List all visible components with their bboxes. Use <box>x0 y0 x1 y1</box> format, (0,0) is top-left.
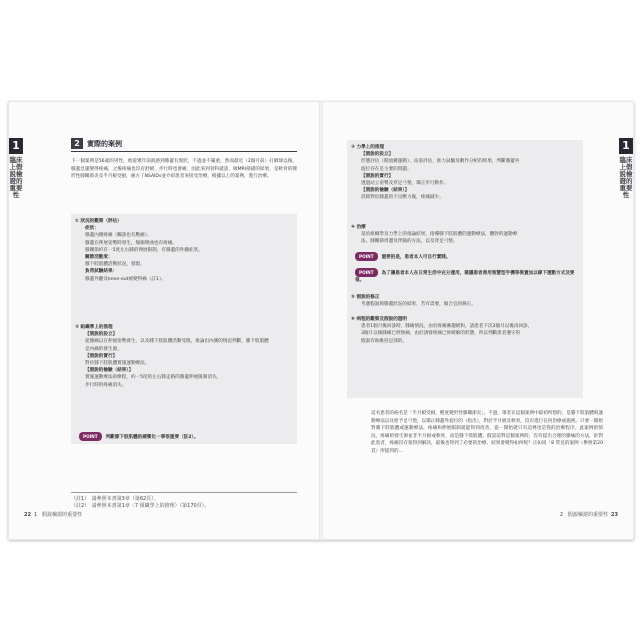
point-badge: POINT <box>355 252 378 261</box>
section-heading <box>71 138 122 149</box>
item-label: ② 組織學上的推理 <box>75 325 113 330</box>
item-line: 膝關節約有一5度左右膝的伸展限制，有膝蓋的外翻症狀。 <box>85 247 203 253</box>
item-line: 膝下肢肌體活動狀況，發現。 <box>85 262 145 268</box>
point-text: 判斷膝下肢肌體的緩衝化一事很重要（註2）。 <box>105 435 199 440</box>
case-item-mechanics <box>351 144 579 202</box>
item-line: 基於組織學及力學上的推論結果，指導膝下肢肌體的運動療法，體幹的運動療 <box>361 232 518 238</box>
item-line: 關節活動度： <box>85 255 113 261</box>
page-folio <box>21 511 82 518</box>
item-line: 3個月以後膝痛已經無痛，由於誘發疼痛已經緩解的狀態，所以判斷患者遵守的 <box>361 331 521 337</box>
item-line: 膝蓋外翻及knee-out被變得痛（註1）。 <box>85 276 166 282</box>
chapter-title-tab: 臨床上假説檢證的重要性 <box>619 156 633 199</box>
item-line: 【假說的檢驗（結果）】 <box>361 188 410 194</box>
page-folio <box>560 511 621 518</box>
item-line: 從膝痛以在伸展姿勢發生，以及膝下肢肌體活動受限，推論出內側的情況判斷，膝下肢肌體 <box>85 339 269 345</box>
item-line: 【假說的實行】 <box>361 173 394 179</box>
section-number: 2 <box>71 138 83 149</box>
item-line: 考慮假說與膝蓋狀況的結果，若有需要，做合宜的修正。 <box>361 302 476 308</box>
item-line: 膝蓋在伸展姿勢時發生，頻頻彎曲也有疼痛。 <box>85 240 177 246</box>
point-badge: POINT <box>355 268 378 277</box>
item-label: ④ 治療 <box>351 225 366 230</box>
footnote: （註1） 請參照本書第3章（第62頁）。 <box>71 496 159 502</box>
item-line: 【假說的設立】 <box>361 152 394 158</box>
item-line: 【假說的檢驗（結果）】 <box>85 368 134 374</box>
footnotes <box>71 492 297 509</box>
item-line: 症狀： <box>85 226 99 232</box>
case-item-observation <box>75 218 293 283</box>
chapter-number-tab: 1 <box>9 138 23 154</box>
intro-paragraph: 下一個案例是56歲的男性，他從幾年前就感到膝蓋有異狀，不過並不嚴重，然而最近（2個月前）打網球以後，膝蓋急遽變得疼痛，之後疼痛也沒有舒緩，步行時也會痛，因此來到骨科就診，做MRI掃描的結果，是軟骨的變形性膝關節炎及半月板受損，處方了NSAIDs並介紹患者來接受治療，根據以上的案例，進行治療。 <box>71 159 297 180</box>
item-line: 步行時的疼痛消失。 <box>85 382 127 388</box>
left-page <box>9 102 321 539</box>
page-number: 22 <box>24 512 31 518</box>
case-item-treatment <box>351 224 579 246</box>
point-badge: POINT <box>79 432 102 441</box>
item-line: 實施運動療法的療程，約一5度的左右膝走路的膝蓋伸展限制消失。 <box>85 375 222 381</box>
item-line: 對於膝下肢肌體實施運動療法。 <box>85 361 150 367</box>
section-rule <box>71 151 297 152</box>
point-text: 為了讓患者本人在日常生活中充分運用，建議患者善用智慧型手機等裝置加以錄下運動方式及要領。 <box>355 271 575 283</box>
item-line: 假說有助維持足部的。 <box>361 338 407 344</box>
item-line: 【假說的實行】 <box>85 353 118 359</box>
item-line: 旋位存在是主要的問題。 <box>361 166 412 172</box>
case-item-revision <box>351 294 579 308</box>
point-note <box>355 268 577 284</box>
point-text: 重要的是，患者本人可自行實踐。 <box>381 255 451 260</box>
item-label: ⑥ 病程的觀察及假說的證明 <box>351 317 408 322</box>
item-line: 是內痛的發生源。 <box>85 346 122 352</box>
item-line: 消除對於膝蓋的不良壓力後，疼痛減少。 <box>361 195 444 201</box>
section-title: 實際的案例 <box>87 139 122 148</box>
item-line: 形態評估（開放鏈運動）、站姿評估，推力試驗及動作分析的結果，判斷膝蓋外 <box>361 159 520 165</box>
item-line: 法、膝關節周邊及伴隨的方法，以及穿足弓墊。 <box>361 239 458 245</box>
point-note <box>79 432 293 441</box>
page-number: 23 <box>611 512 618 518</box>
case-item-histology <box>75 324 293 389</box>
chapter-number-tab: 1 <box>619 138 633 154</box>
chapter-title-tab: 臨床上假説檢證的重要性 <box>9 156 23 199</box>
item-line: 透過站立姿勢及穿足弓墊，矯正步行動作。 <box>361 181 449 187</box>
item-line: 膝蓋內側疼痛（觸診也有壓痛）、 <box>85 233 152 239</box>
right-page <box>321 102 633 539</box>
body-paragraph: 這名患者的病名是「半月板受損，輕度變形性膝關節炎」。不過，筆者在這個案例中最初所想的，是膝下肢肌體與運動療法以及給予足弓墊，以矯正膝蓋外旋位的（指出），對於半月板及軟骨，沒有進行任何治療或施術。只要一開始對膝下肢肌體或運動療法，疼痛和伸展限制就能得到改善，從一開始就只有這裡也是我的治療程序。此案例的情況，疼痛的發生源並非半月板或軟骨，而是膝下肢肌體。假設前對這個案例時，沒有提出合理的膝痛的方法，針對此患者，疼痛沒有很得到解決，最後也得到了必要的治療。結果會變得如何呢？正如同「8 常見的案例（參照第20頁）所提到的... <box>371 411 603 454</box>
running-head: 2 假説檢證的重要性 <box>559 512 609 518</box>
item-line: 【假說的設立】 <box>85 332 118 338</box>
item-label: ⑤ 假說的修正 <box>351 295 380 300</box>
item-label: ③ 力學上的推理 <box>351 145 385 150</box>
book-spread <box>8 101 634 540</box>
case-item-course <box>351 316 579 345</box>
item-label: ① 狀況的觀察（評估） <box>75 219 122 224</box>
point-note <box>355 252 577 261</box>
item-line: 負荷試驗結果： <box>85 269 118 275</box>
footnote: （註2） 請參照本書第1章〈7 組織學上的推理〉（第170頁）。 <box>71 503 210 509</box>
item-line: 患者1個月後回診時，膝痛情況，由於疼痛漸趨緩和，請患者下次3個月以後再回診， <box>361 324 533 330</box>
running-head: 1 假説檢證的重要性 <box>33 512 83 518</box>
